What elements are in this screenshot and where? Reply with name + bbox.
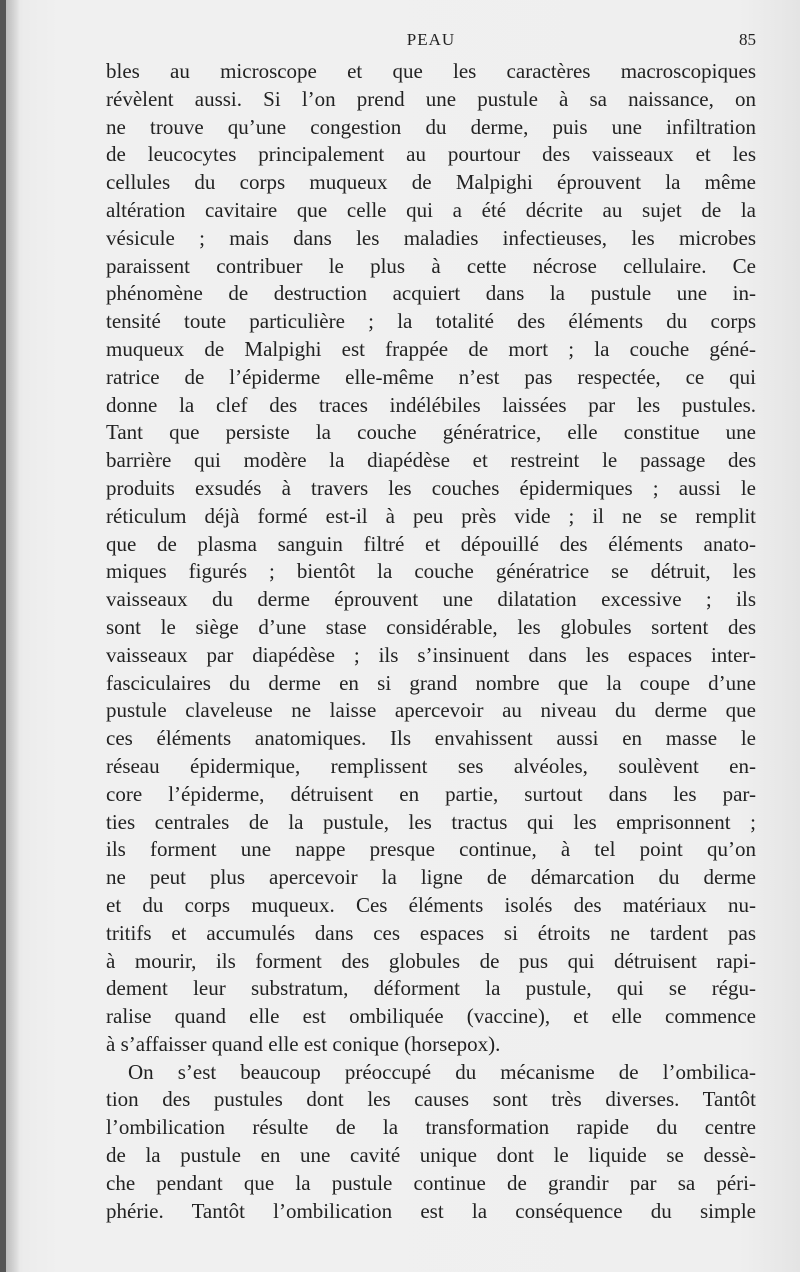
text-line: dement leur substratum, déforment la pustule, qui se régu- — [106, 976, 756, 1001]
text-line: et du corps muqueux. Ces éléments isolés des matériaux nu- — [106, 892, 756, 917]
text-line: vaisseaux par diapédèse ; ils s’insinuent dans les espaces inter- — [106, 642, 756, 667]
text-line: à s’affaisser quand elle est conique (horsepox). — [106, 1031, 501, 1056]
text-line: réticulum déjà formé est-il à peu près vide ; il ne se remplit — [106, 503, 756, 528]
text-line: donne la clef des traces indélébiles laissées par les pustules. — [106, 392, 756, 417]
text-line: barrière qui modère la diapédèse et restreint le passage des — [106, 448, 756, 473]
text-line: miques figurés ; bientôt la couche génératrice se détruit, les — [106, 559, 756, 584]
text-line: paraissent contribuer le plus à cette nécrose cellulaire. Ce — [106, 253, 756, 278]
text-line: vaisseaux du derme éprouvent une dilatation excessive ; ils — [106, 587, 756, 612]
text-line: produits exsudés à travers les couches épidermiques ; aussi le — [106, 475, 756, 500]
body-text — [106, 58, 756, 1225]
text-line: che pendant que la pustule continue de grandir par sa péri- — [106, 1170, 756, 1195]
text-line: fasciculaires du derme en si grand nombre que la coupe d’une — [106, 670, 756, 695]
text-line: phénomène de destruction acquiert dans la pustule une in- — [106, 281, 756, 306]
text-line: ne peut plus apercevoir la ligne de démarcation du derme — [106, 865, 756, 890]
running-head — [106, 30, 756, 56]
text-line: cellules du corps muqueux de Malpighi éprouvent la même — [106, 170, 756, 195]
text-line: ties centrales de la pustule, les tractus qui les emprisonnent ; — [106, 809, 756, 834]
text-line: à mourir, ils forment des globules de pus qui détruisent rapi- — [106, 948, 756, 973]
text-line: core l’épiderme, détruisent en partie, surtout dans les par- — [106, 781, 756, 806]
text-line: On s’est beaucoup préoccupé du mécanisme de l’ombilica- — [128, 1059, 756, 1084]
page-number: 85 — [739, 30, 756, 49]
text-line: altération cavitaire que celle qui a été décrite au sujet de la — [106, 197, 756, 222]
text-line: que de plasma sanguin filtré et dépouillé des éléments anato- — [106, 531, 756, 556]
text-line: ralise quand elle est ombiliquée (vaccine), et elle commence — [106, 1004, 756, 1029]
text-line: vésicule ; mais dans les maladies infectieuses, les microbes — [106, 225, 756, 250]
text-line: révèlent aussi. Si l’on prend une pustule à sa naissance, on — [106, 86, 756, 111]
text-line: de la pustule en une cavité unique dont le liquide se dessè- — [106, 1143, 756, 1168]
text-line: tritifs et accumulés dans ces espaces si étroits ne tardent pas — [106, 920, 756, 945]
text-line: ne trouve qu’une congestion du derme, puis une infiltration — [106, 114, 756, 139]
text-line: ils forment une nappe presque continue, à tel point qu’on — [106, 837, 756, 862]
text-line: Tant que persiste la couche génératrice, elle constitue une — [106, 420, 756, 445]
text-line: sont le siège d’une stase considérable, les globules sortent des — [106, 614, 756, 639]
paragraph-2 — [106, 1059, 756, 1226]
text-line: phérie. Tantôt l’ombilication est la conséquence du simple — [106, 1198, 756, 1223]
text-line: tion des pustules dont les causes sont très diverses. Tantôt — [106, 1087, 756, 1112]
text-line: pustule claveleuse ne laisse apercevoir au niveau du derme que — [106, 698, 756, 723]
running-title: PEAU — [406, 30, 456, 49]
paragraph-1 — [106, 58, 756, 1059]
text-line: de leucocytes principalement au pourtour des vaisseaux et les — [106, 142, 756, 167]
text-line: ratrice de l’épiderme elle-même n’est pas respectée, ce qui — [106, 364, 756, 389]
text-line: l’ombilication résulte de la transformation rapide du centre — [106, 1115, 756, 1140]
text-line: tensité toute particulière ; la totalité des éléments du corps — [106, 309, 756, 334]
text-line: muqueux de Malpighi est frappée de mort ; la couche géné- — [106, 336, 756, 361]
text-line: réseau épidermique, remplissent ses alvéoles, soulèvent en- — [106, 753, 756, 778]
text-line: bles au microscope et que les caractères macroscopiques — [106, 59, 756, 83]
text-line: ces éléments anatomiques. Ils envahissent aussi en masse le — [106, 726, 756, 751]
